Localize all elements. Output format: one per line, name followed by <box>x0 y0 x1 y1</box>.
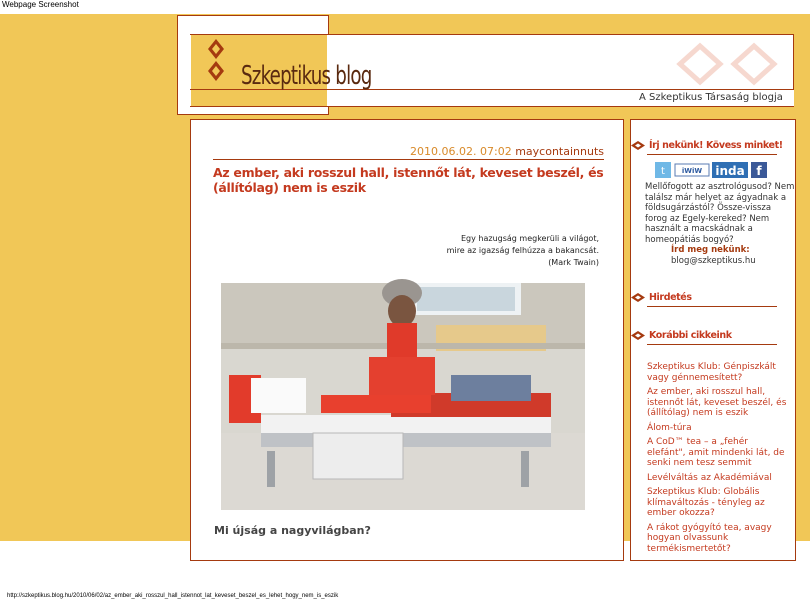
sidebar-divider <box>647 154 777 155</box>
sidebar-heading-ads: Hirdetés <box>649 292 692 303</box>
social-icons <box>655 161 775 183</box>
page-url: http://szkeptikus.blog.hu/2010/06/02/az_ember_aki_rosszul_hall_istennot_lat_keveset_beszel_es_lehet_hogy_nem_is_eszik <box>7 593 339 599</box>
quote-line: Egy hazugság megkerüli a világot, <box>460 234 599 243</box>
sidebar-divider <box>647 344 777 345</box>
decorative-diamonds-icon <box>668 42 788 86</box>
facebook-icon[interactable] <box>751 162 767 178</box>
header-base-line <box>190 106 794 107</box>
site-tagline: A Szkeptikus Társaság blogja <box>639 92 783 103</box>
post-meta <box>410 145 604 158</box>
article-link[interactable]: A rákot gyógyító tea, avagy hogyan olvassunk termékismertetőt? <box>647 522 772 554</box>
iwiw-icon[interactable] <box>675 164 709 176</box>
post-divider <box>213 159 604 160</box>
sidebar <box>630 119 796 561</box>
article-link[interactable]: Szkeptikus Klub: Génpiszkált vagy génnemesített? <box>647 362 776 383</box>
inda-icon[interactable] <box>712 162 748 178</box>
post-subheading: Mi újság a nagyvilágban? <box>214 524 371 537</box>
contact-cta: Írd meg nekünk: <box>671 245 750 255</box>
hospital-bed-photo <box>221 283 585 510</box>
svg-text:iWiW: iWiW <box>681 167 703 175</box>
svg-text:f: f <box>756 164 762 178</box>
site-title-link[interactable]: Szkeptikus blog <box>241 61 372 91</box>
post-quote <box>447 233 599 269</box>
article-link[interactable]: Álom-túra <box>647 422 692 433</box>
diamond-bullet-icon <box>631 331 645 340</box>
quote-line: mire az igazság felhúzza a bakancsát. <box>446 246 599 255</box>
diamond-bullet-icon <box>631 293 645 302</box>
article-link[interactable]: Az ember, aki rosszul hall, istennőt lát, keveset beszél, és (állítólag) nem is eszik <box>647 387 787 418</box>
post-date: 2010.06.02. 07:02 <box>410 145 512 158</box>
article-link[interactable]: Levélváltás az Akadémiával <box>647 472 772 483</box>
screenshot-caption: Webpage Screenshot <box>2 0 79 9</box>
svg-text:inda: inda <box>715 164 745 178</box>
post-photo <box>221 283 585 510</box>
contact-text: Mellőfogott az asztrológusod? Nem találsz már helyet az ágyadnak a földsugárzástól? Össze-vissza forog az Egely-kereked? Nem használt a macskádnak a homeopátiás bogyó? <box>645 182 795 245</box>
diamond-logo-icon <box>206 39 226 83</box>
article-link[interactable]: Szkeptikus Klub: Globális klímaváltozás - tényleg az ember okozza? <box>647 487 765 518</box>
article-list <box>647 362 787 558</box>
twitter-icon[interactable] <box>655 162 671 178</box>
contact-email-link[interactable]: blog@szkeptikus.hu <box>671 255 756 266</box>
webpage <box>0 14 810 554</box>
sidebar-heading-contact: Írj nekünk! Kövess minket! <box>649 140 783 151</box>
svg-text:t: t <box>661 166 665 177</box>
sidebar-divider <box>647 306 777 307</box>
quote-attribution: (Mark Twain) <box>548 258 599 267</box>
header-divider-top <box>190 34 794 35</box>
sidebar-heading-articles: Korábbi cikkeink <box>649 330 732 341</box>
main-content <box>190 119 624 561</box>
article-link[interactable]: A CoD™ tea – a „fehér elefánt", amit mindenki lát, de senki nem tesz semmit <box>647 437 785 468</box>
post-title-link[interactable]: Az ember, aki rosszul hall, istennőt lát, keveset beszél, és (állítólag) nem is eszik <box>213 165 604 195</box>
post-author-link[interactable]: maycontainnuts <box>515 145 604 158</box>
diamond-bullet-icon <box>631 141 645 150</box>
contact-blurb <box>645 182 795 266</box>
